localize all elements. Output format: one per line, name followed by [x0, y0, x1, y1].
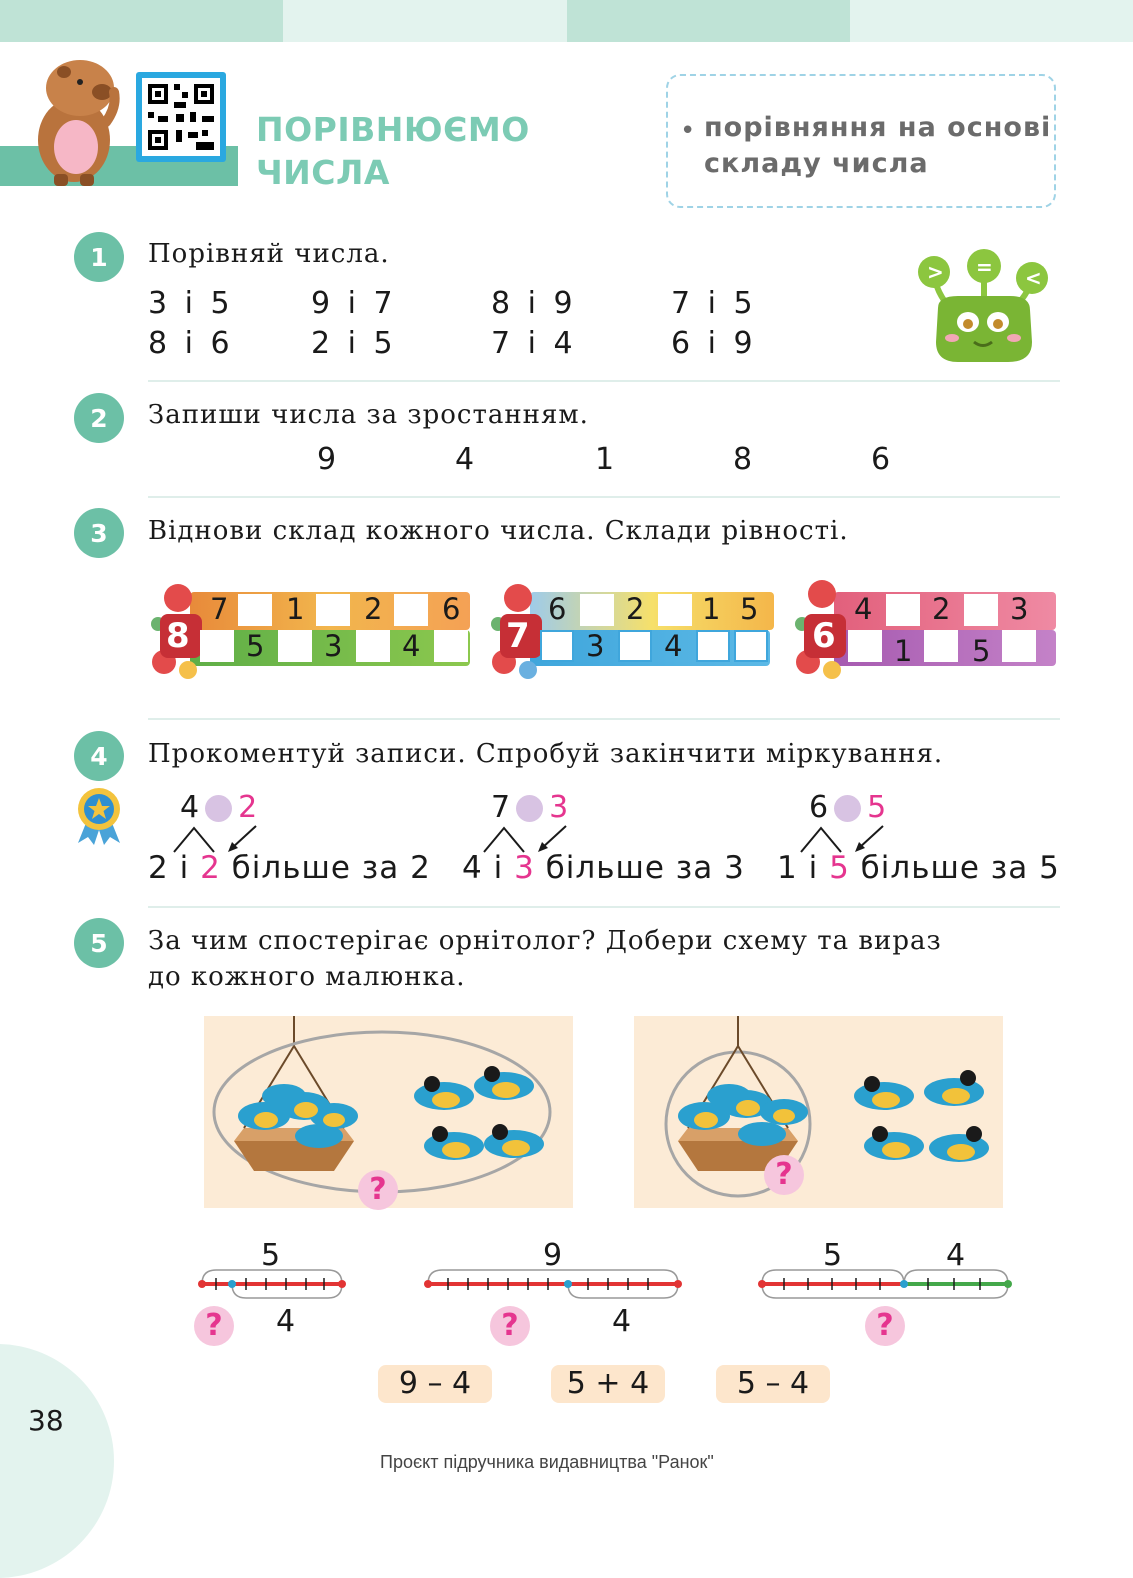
task-title: Віднови склад кожного числа. Склади рівності.: [148, 516, 849, 546]
segment-scheme-icon: [196, 1262, 348, 1302]
task-number-badge: 3: [74, 508, 124, 558]
compare-left: 4: [180, 790, 200, 825]
compare-pair: 3 і 5: [148, 286, 234, 321]
task-title: Порівняй числа.: [148, 239, 390, 269]
compare-pair: 8 і 9: [491, 286, 577, 321]
compare-pair: 6 і 9: [671, 326, 757, 361]
task-title: Прокоментуй записи. Спробуй закінчити міркування.: [148, 739, 944, 769]
ribbon-number-7: [490, 574, 780, 690]
scheme-top-label: 5: [823, 1238, 843, 1273]
page-number: 38: [28, 1404, 64, 1437]
ribbon-digit: 3: [586, 629, 605, 663]
topic-bullet-icon: •: [680, 116, 696, 146]
comparison-signs-monster-icon: [908, 246, 1054, 364]
sequence-number: 1: [595, 442, 615, 477]
compare-left: 6: [809, 790, 829, 825]
ribbon-digit: 1: [894, 634, 913, 668]
capybara-icon: [22, 52, 127, 188]
answer-box[interactable]: [618, 630, 652, 662]
ribbon-digit: 1: [702, 592, 721, 626]
comparison-top: [491, 790, 568, 825]
task-title: За чим спостерігає орнітолог? Добери схему та вираз: [148, 926, 942, 956]
answer-box[interactable]: [924, 630, 958, 662]
compare-right: 3: [549, 790, 569, 825]
answer-box[interactable]: [964, 594, 998, 626]
scheme-bottom-label: 4: [276, 1304, 296, 1339]
task-number-badge: 4: [74, 731, 124, 781]
task-number-badge: 1: [74, 232, 124, 282]
ribbon-digit: 3: [324, 629, 343, 663]
ribbon-number: 8: [166, 616, 190, 656]
ribbon-digit: 2: [626, 592, 645, 626]
ribbon-digit: 1: [286, 592, 305, 626]
ribbon-number-6: [794, 570, 1060, 690]
answer-box[interactable]: [696, 630, 730, 662]
question-mark-badge: ?: [194, 1306, 234, 1346]
svg-text:=: =: [976, 255, 993, 279]
answer-box[interactable]: [1002, 630, 1036, 662]
expression-card[interactable]: 5 – 4: [716, 1365, 830, 1403]
compare-pair: 8 і 6: [148, 326, 234, 361]
divider: [148, 380, 1060, 382]
top-bar-segment: [0, 0, 283, 42]
task-title: Запиши числа за зростанням.: [148, 400, 589, 430]
answer-box[interactable]: [434, 630, 468, 662]
ribbon-top-band: [530, 592, 774, 630]
top-bar-segment: [850, 0, 1133, 42]
task-number-badge: 2: [74, 393, 124, 443]
ribbon-number: 6: [812, 616, 836, 656]
ribbon-digit: 7: [210, 592, 229, 626]
answer-box[interactable]: [394, 594, 428, 626]
segment-scheme-icon: [756, 1262, 1014, 1302]
divider: [148, 906, 1060, 908]
star-medal-icon: [72, 787, 126, 845]
compare-pair: 2 і 5: [311, 326, 397, 361]
answer-box[interactable]: [540, 630, 574, 662]
topic-text-line1: порівняння на основі: [704, 112, 1052, 143]
ribbon-digit: 4: [664, 629, 683, 663]
ribbon-number: 7: [506, 616, 530, 656]
divider: [148, 496, 1060, 498]
compare-right: 5: [867, 790, 887, 825]
scheme-top-label: 5: [261, 1238, 281, 1273]
ribbon-digit: 4: [402, 629, 421, 663]
ribbon-digit: 6: [548, 592, 567, 626]
answer-box[interactable]: [734, 630, 768, 662]
answer-box[interactable]: [580, 594, 614, 626]
sequence-number: 4: [455, 442, 475, 477]
footer-credit: Проєкт підручника видавництва "Ранок": [380, 1452, 714, 1472]
answer-box[interactable]: [658, 594, 692, 626]
answer-box[interactable]: [316, 594, 350, 626]
sequence-number: 8: [733, 442, 753, 477]
expression-card[interactable]: 9 – 4: [378, 1365, 492, 1403]
comparison-top: [180, 790, 257, 825]
ribbon-digit: 5: [246, 629, 265, 663]
ribbon-digit: 6: [442, 592, 461, 626]
ribbon-digit: 4: [854, 592, 873, 626]
page-corner-decoration: [0, 1344, 114, 1578]
bird-feeder-with-birds-picture: [634, 1016, 1003, 1208]
top-bar-segment: [567, 0, 850, 42]
reasoning-line: 1 і 5 більше за 5: [777, 850, 1060, 886]
compare-left: 7: [491, 790, 511, 825]
answer-box[interactable]: [886, 594, 920, 626]
question-mark-badge: ?: [764, 1155, 804, 1195]
compare-pair: 9 і 7: [311, 286, 397, 321]
answer-box[interactable]: [200, 630, 234, 662]
task-number-badge: 5: [74, 918, 124, 968]
svg-text:>: >: [927, 260, 944, 284]
expression-card[interactable]: 5 + 4: [551, 1365, 665, 1403]
comparison-circle[interactable]: [205, 795, 232, 822]
svg-text:<: <: [1025, 266, 1042, 290]
ribbon-number-8: [150, 574, 475, 690]
question-mark-badge: ?: [865, 1306, 905, 1346]
compare-pair: 7 і 5: [671, 286, 757, 321]
sequence-number: 9: [317, 442, 337, 477]
task-title: до кожного малюнка.: [148, 962, 466, 992]
question-mark-badge: ?: [490, 1306, 530, 1346]
qr-code-icon[interactable]: [136, 72, 226, 162]
sequence-number: 6: [871, 442, 891, 477]
answer-box[interactable]: [238, 594, 272, 626]
answer-box[interactable]: [356, 630, 390, 662]
ribbon-digit: 2: [364, 592, 383, 626]
answer-box[interactable]: [278, 630, 312, 662]
reasoning-line: 4 і 3 більше за 3: [462, 850, 745, 886]
compare-right: 2: [238, 790, 258, 825]
segment-scheme-icon: [422, 1262, 684, 1302]
reasoning-line: 2 і 2 більше за 2: [148, 850, 431, 886]
compare-pair: 7 і 4: [491, 326, 577, 361]
scheme-top-label: 4: [946, 1238, 966, 1273]
ribbon-digit: 5: [972, 634, 991, 668]
divider: [148, 718, 1060, 720]
topic-text-line2: складу числа: [704, 148, 929, 179]
ribbon-digit: 2: [932, 592, 951, 626]
scheme-bottom-label: 4: [612, 1304, 632, 1339]
comparison-circle[interactable]: [516, 795, 543, 822]
top-bar-segment: [283, 0, 567, 42]
comparison-top: [809, 790, 886, 825]
ribbon-digit: 5: [740, 592, 759, 626]
page-title-line1: ПОРІВНЮЄМО: [256, 110, 530, 149]
question-mark-badge: ?: [358, 1170, 398, 1210]
answer-box[interactable]: [848, 630, 882, 662]
page-title-line2: ЧИСЛА: [256, 153, 390, 192]
ribbon-digit: 3: [1010, 592, 1029, 626]
comparison-circle[interactable]: [834, 795, 861, 822]
scheme-top-label: 9: [543, 1238, 563, 1273]
